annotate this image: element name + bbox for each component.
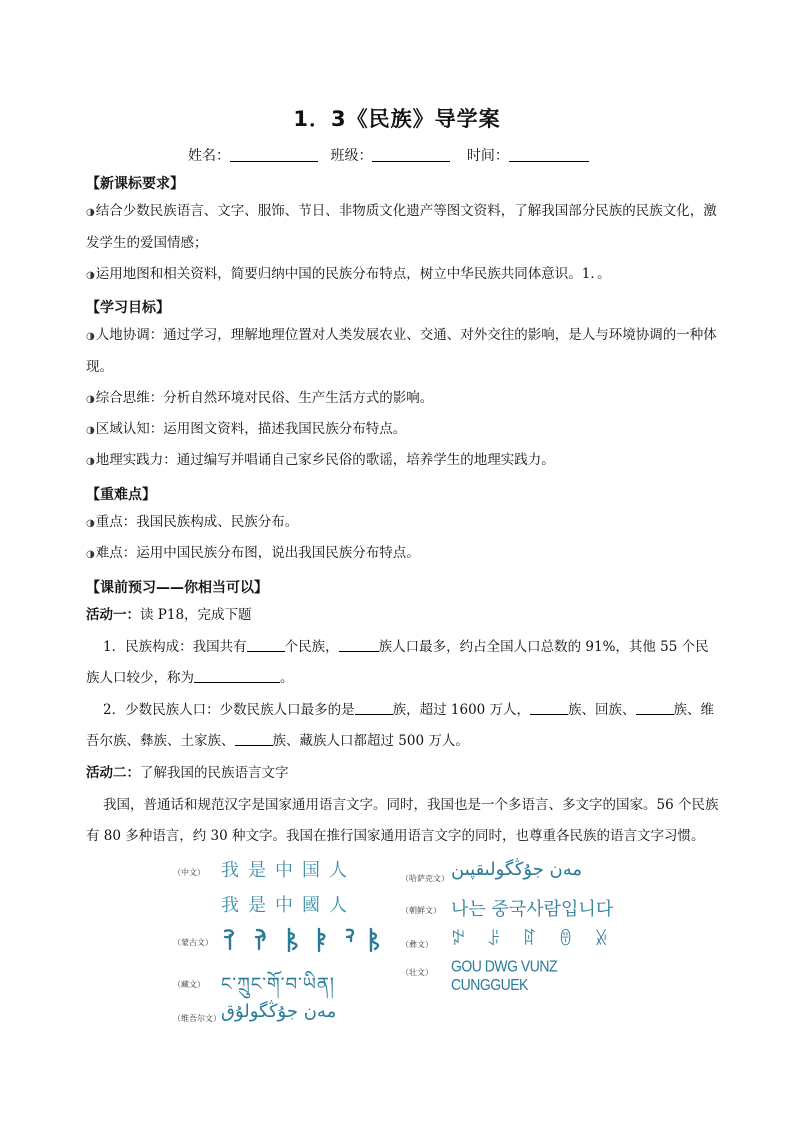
lang-label-zhuang: （壮文） <box>401 968 433 977</box>
class-blank[interactable] <box>372 147 450 162</box>
page-title: 1．3《民族》导学案 <box>293 107 501 131</box>
answer-blank[interactable] <box>636 702 674 715</box>
lang-label-chinese: （中文） <box>173 868 205 877</box>
goal-item: ◑人地协调：通过学习，理解地理位置对人类发展农业、交通、对外交往的影响，是人与环境协调的一种体现。 <box>86 327 717 375</box>
bullet-icon: ◑ <box>86 394 95 405</box>
answer-blank[interactable] <box>235 733 273 746</box>
bullet-icon: ◑ <box>86 331 95 342</box>
section-preview-heading: 【课前预习——你相当可以】 <box>86 580 268 596</box>
activity1-heading: 活动一：读 P18，完成下题 <box>86 607 252 623</box>
answer-blank[interactable] <box>530 702 568 715</box>
zhuang-text: GOU DWG VUNZ CUNGGUEK <box>451 956 557 994</box>
curriculum-item: ◑运用地图和相关资料，简要归纳中国的民族分布特点，树立中华民族共同体意识。1．。 <box>86 266 611 282</box>
answer-blank[interactable] <box>194 670 280 683</box>
key-item: ◑重点：我国民族构成、民族分布。 <box>86 514 299 530</box>
lang-label-uyghur: （维吾尔文） <box>173 1014 221 1023</box>
uyghur-text: مەن جۇڭگولۇق <box>221 1001 337 1022</box>
curriculum-item: ◑结合少数民族语言、文字、服饰、节日、非物质文化遗产等图文资料，了解我国部分民族的民族文化，激发学生的爱国情感； <box>86 203 717 251</box>
bullet-icon: ◑ <box>86 207 95 218</box>
activity2-paragraph: 我国，普通话和规范汉字是国家通用语言文字。同时，我国也是一个多语言、多文字的国家。56 个民族有 80 多种语言，约 30 种文字。我国在推行国家通用语言文字的同时，也尊重各民族的语言文字习惯。 <box>86 797 719 844</box>
name-blank[interactable] <box>230 147 318 162</box>
tibetan-text: ང་ཀྲུང་གོ་བ་ཡིན། <box>221 974 335 995</box>
activity1-question1: 1．民族构成：我国共有 个民族， 族人口最多，约占全国人口总数的 91%，其他 55 个民族人口较少，称为 。 <box>86 639 709 686</box>
lang-label-yi: （彝文） <box>401 940 433 949</box>
name-label: 姓名： <box>188 148 230 164</box>
chinese-traditional-text: 我是中國人 <box>221 895 356 916</box>
class-label: 班级： <box>330 148 373 164</box>
goal-item: ◑地理实践力：通过编写并唱诵自己家乡民俗的歌谣，培养学生的地理实践力。 <box>86 452 555 468</box>
goal-item: ◑综合思维：分析自然环境对民俗、生产生活方式的影响。 <box>86 390 434 406</box>
section-goals-heading: 【学习目标】 <box>86 300 170 316</box>
bullet-icon: ◑ <box>86 270 95 281</box>
section-keypoints-heading: 【重难点】 <box>86 487 156 503</box>
bullet-icon: ◑ <box>86 549 95 560</box>
bullet-icon: ◑ <box>86 518 95 529</box>
key-item: ◑难点：运用中国民族分布图，说出我国民族分布特点。 <box>86 545 420 561</box>
student-info-fields <box>188 145 589 165</box>
lang-label-tibetan: （藏文） <box>173 980 205 989</box>
yi-text: ꉢ ꌠ ꍏ ꇩ ꊉ <box>451 929 617 950</box>
bullet-icon: ◑ <box>86 456 95 467</box>
chinese-simplified-text: 我是中国人 <box>221 860 356 881</box>
section-curriculum-heading: 【新课标要求】 <box>86 176 184 192</box>
korean-text: 나는 중국사람입니다 <box>451 899 614 920</box>
activity2-heading: 活动二：了解我国的民族语言文字 <box>86 765 289 781</box>
answer-blank[interactable] <box>247 639 285 652</box>
time-blank[interactable] <box>509 147 589 162</box>
mongolian-script-image <box>221 925 381 953</box>
bullet-icon: ◑ <box>86 425 95 436</box>
lang-label-mongolian: （蒙古文） <box>173 938 213 947</box>
time-label: 时间： <box>466 148 509 164</box>
lang-label-korean: （朝鲜文） <box>401 906 441 915</box>
answer-blank[interactable] <box>355 702 393 715</box>
language-samples-figure <box>165 853 625 1033</box>
answer-blank[interactable] <box>339 639 379 652</box>
activity1-question2: 2．少数民族人口：少数民族人口最多的是 族，超过 1600 万人， 族、回族、 族、维吾尔族、彝族、土家族、 族、藏族人口都超过 500 万人。 <box>86 702 715 749</box>
kazakh-text: مەن جۇڭگولىقپىن <box>451 859 583 880</box>
lang-label-kazakh: （哈萨克文） <box>401 874 449 883</box>
goal-item: ◑区域认知：运用图文资料，描述我国民族分布特点。 <box>86 421 407 437</box>
